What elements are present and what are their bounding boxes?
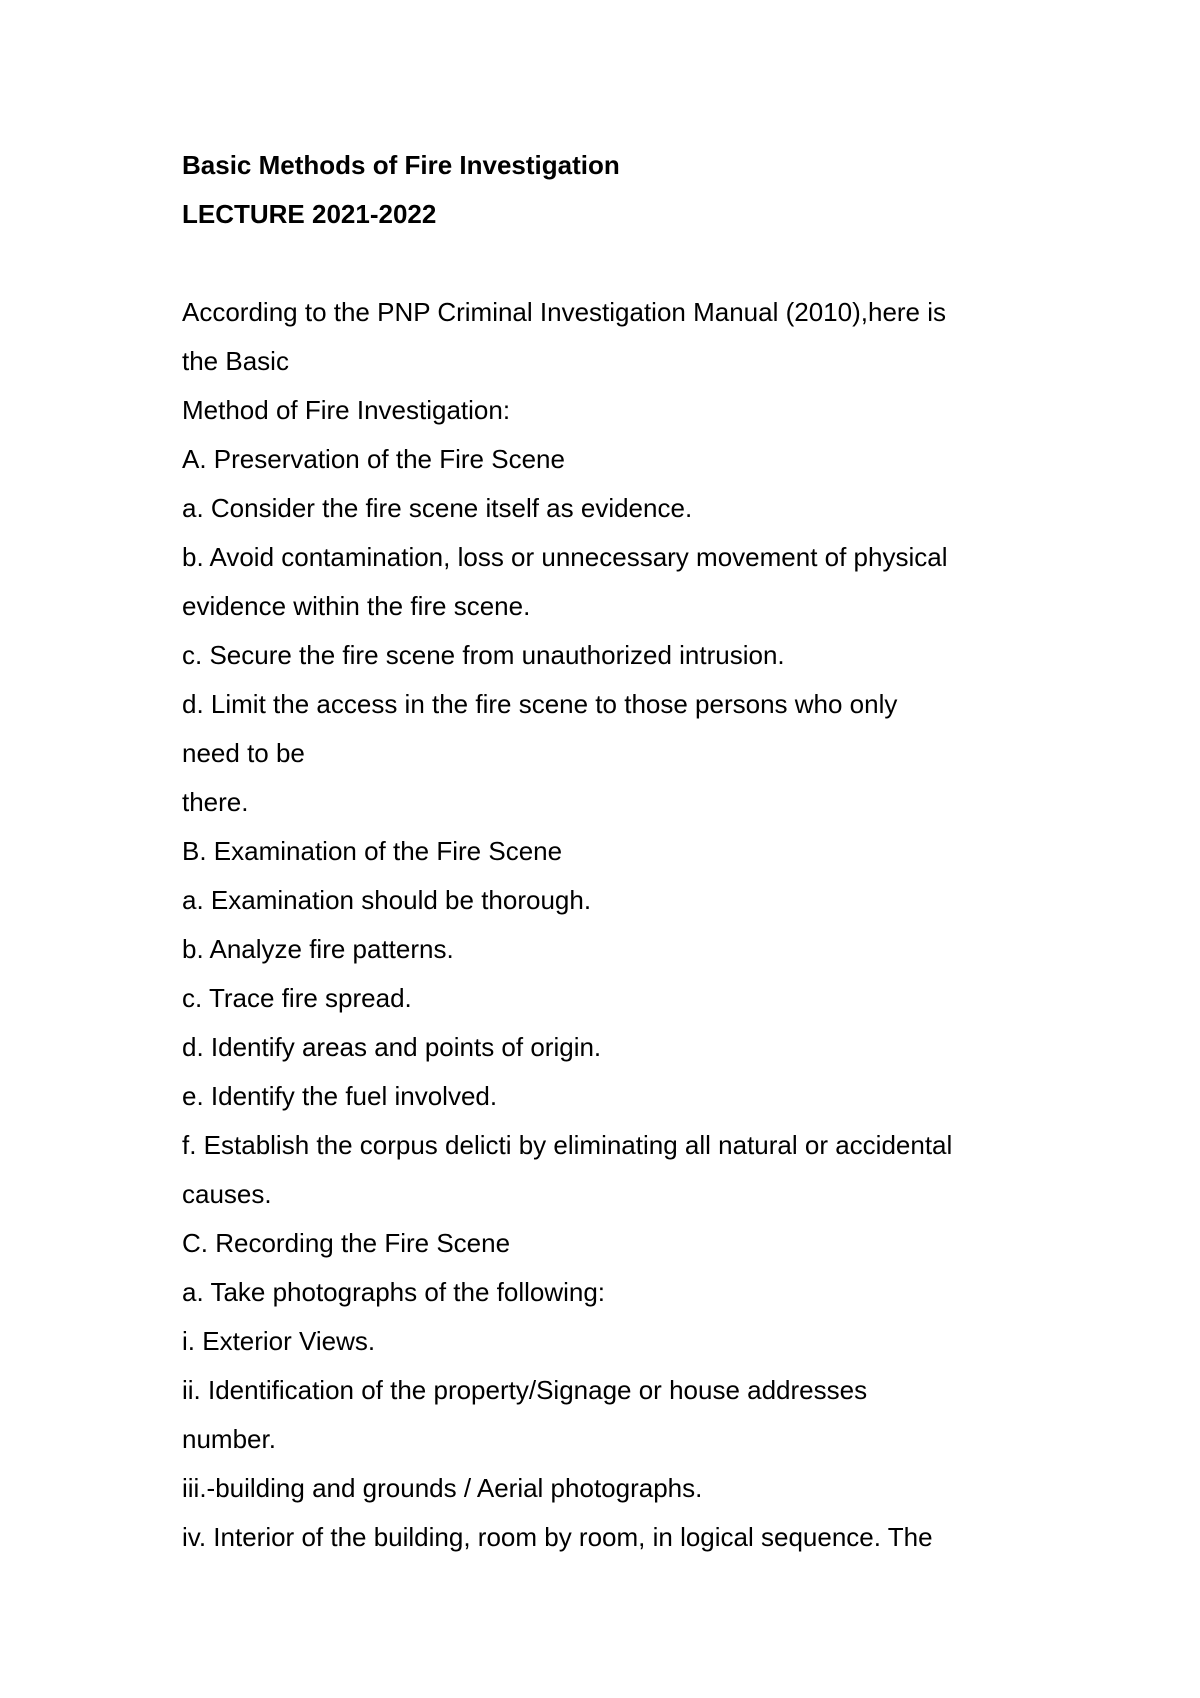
list-item: b. Analyze fire patterns.: [182, 934, 454, 964]
list-item-continuation: need to be: [182, 738, 305, 768]
section-heading: C. Recording the Fire Scene: [182, 1228, 511, 1258]
list-item: a. Examination should be thorough.: [182, 885, 592, 915]
sub-list-item: ii. Identification of the property/Signage or house addresses: [182, 1375, 868, 1405]
list-item: c. Trace fire spread.: [182, 983, 412, 1013]
sub-list-item: iii.-building and grounds / Aerial photographs.: [182, 1473, 703, 1503]
section-heading: A. Preservation of the Fire Scene: [182, 444, 565, 474]
document-title: Basic Methods of Fire Investigation: [182, 150, 620, 180]
list-item: e. Identify the fuel involved.: [182, 1081, 498, 1111]
paragraph-line: According to the PNP Criminal Investigation Manual (2010),here is: [182, 297, 947, 327]
paragraph-line: the Basic: [182, 346, 289, 376]
list-item: a. Consider the fire scene itself as evidence.: [182, 493, 693, 523]
document-body: [182, 141, 1022, 1562]
sub-list-item-continuation: number.: [182, 1424, 276, 1454]
document-subtitle: LECTURE 2021-2022: [182, 199, 437, 229]
sub-list-item: iv. Interior of the building, room by room, in logical sequence. The: [182, 1522, 933, 1552]
list-item: d. Limit the access in the fire scene to those persons who only: [182, 689, 898, 719]
list-item: c. Secure the fire scene from unauthorized intrusion.: [182, 640, 785, 670]
list-item: d. Identify areas and points of origin.: [182, 1032, 602, 1062]
list-item: f. Establish the corpus delicti by eliminating all natural or accidental: [182, 1130, 953, 1160]
sub-list-item: i. Exterior Views.: [182, 1326, 376, 1356]
list-item-continuation: evidence within the fire scene.: [182, 591, 531, 621]
list-item: a. Take photographs of the following:: [182, 1277, 606, 1307]
list-item-continuation: there.: [182, 787, 249, 817]
section-heading: B. Examination of the Fire Scene: [182, 836, 563, 866]
list-item: b. Avoid contamination, loss or unnecessary movement of physical: [182, 542, 948, 572]
paragraph-line: Method of Fire Investigation:: [182, 395, 511, 425]
spacer: [182, 239, 1022, 288]
list-item-continuation: causes.: [182, 1179, 272, 1209]
